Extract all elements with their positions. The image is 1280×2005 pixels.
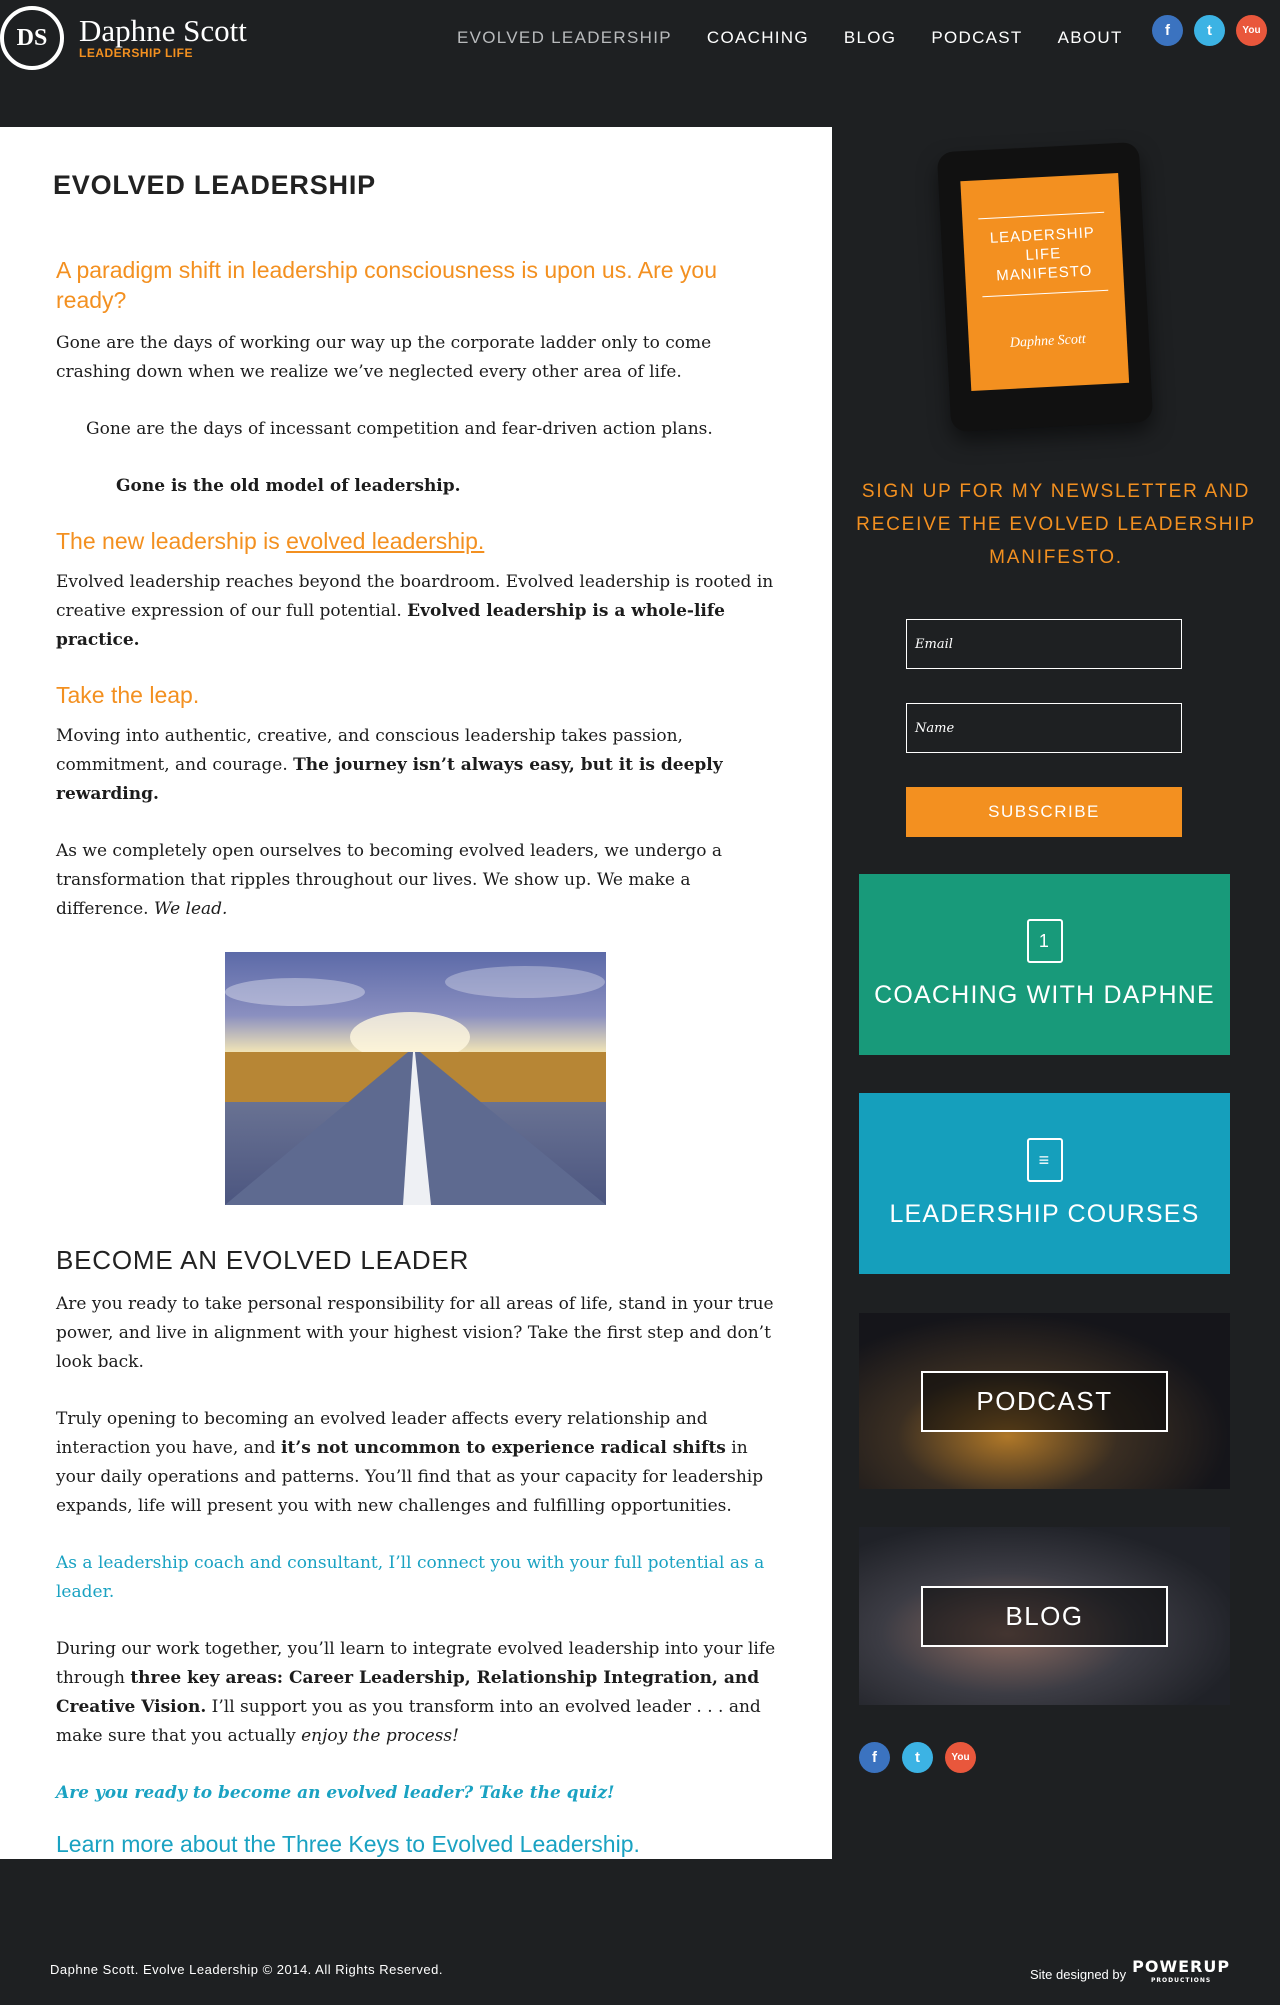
newsletter-heading: SIGN UP FOR MY NEWSLETTER AND RECEIVE THE EVOLVED LEADERSHIP MANIFESTO. xyxy=(856,481,1256,568)
nav-coaching[interactable]: COACHING xyxy=(706,28,809,47)
nav-podcast[interactable]: PODCAST xyxy=(931,28,1023,47)
calendar-icon: 1 xyxy=(1027,919,1063,963)
become-heading: BECOME AN EVOLVED LEADER xyxy=(56,1245,470,1275)
text: Evolved leadership reaches beyond the boardroom. Evolved leadership is rooted in creative expression of our full potential. xyxy=(56,572,774,621)
coaching-tile-label: COACHING WITH DAPHNE xyxy=(874,981,1215,1009)
powerup-sub: PRODUCTIONS xyxy=(1151,1977,1212,1984)
site-logo[interactable] xyxy=(0,6,247,70)
italic-text: enjoy the process! xyxy=(301,1726,459,1746)
quiz-link[interactable]: Are you ready to become an evolved leader? Take the quiz! xyxy=(56,1783,615,1803)
main-content xyxy=(0,127,832,1859)
nav-about[interactable]: ABOUT xyxy=(1057,28,1123,47)
manifesto-tablet-image xyxy=(937,142,1153,432)
paragraph xyxy=(56,568,780,655)
nav-evolved-leadership[interactable]: EVOLVED LEADERSHIP xyxy=(457,28,672,47)
road-image xyxy=(225,952,606,1205)
subscribe-button[interactable]: SUBSCRIBE xyxy=(906,787,1182,837)
article-body xyxy=(56,255,780,1859)
learn-more-link[interactable]: Learn more about the Three Keys to Evolved Leadership. xyxy=(56,1831,640,1857)
text: in your daily operations and patterns. You’ll find that as your capacity for leadership expands, life will present you with new challenges and fulfilling opportunities. xyxy=(56,1438,764,1516)
name-field[interactable]: Name xyxy=(906,703,1182,753)
blog-tile-label: BLOG xyxy=(921,1586,1168,1647)
bold-text: three key areas: Career Leadership, Relationship Integration, and Creative Vision. xyxy=(56,1668,760,1717)
page-title: EVOLVED LEADERSHIP xyxy=(53,170,376,200)
document-icon: ≡ xyxy=(1027,1138,1063,1182)
italic-text: We lead. xyxy=(153,899,228,919)
heading-text: The new leadership is xyxy=(56,528,287,554)
paragraph xyxy=(56,722,780,809)
intro-heading: A paradigm shift in leadership consciousness is upon us. Are you ready? xyxy=(56,257,717,313)
site-header xyxy=(0,0,1280,76)
coach-link[interactable]: As a leadership coach and consultant, I’ll connect you with your full potential as a leader. xyxy=(56,1553,765,1602)
header-social xyxy=(1152,15,1267,46)
youtube-icon[interactable]: You xyxy=(945,1742,976,1773)
leap-heading: Take the leap. xyxy=(56,682,200,708)
sidebar-social xyxy=(859,1742,976,1773)
paragraph: Are you ready to take personal responsibility for all areas of life, stand in your true power, and live in alignment with your highest vision? Take the first step and don’t look back. xyxy=(56,1294,774,1372)
paragraph xyxy=(56,1405,780,1521)
paragraph-bold: Gone is the old model of leadership. xyxy=(116,476,461,496)
youtube-icon[interactable]: You xyxy=(1236,15,1267,46)
tablet-title: LEADERSHIP LIFE MANIFESTO xyxy=(978,211,1108,296)
paragraph: Gone are the days of working our way up the corporate ladder only to come crashing down when we realize we’ve neglected every other area of life. xyxy=(56,333,712,382)
footer-copyright: Daphne Scott. Evolve Leadership © 2014. All Rights Reserved. xyxy=(50,1962,443,1977)
podcast-tile-label: PODCAST xyxy=(921,1371,1168,1432)
podcast-tile[interactable] xyxy=(859,1313,1230,1489)
road-illustration xyxy=(225,952,606,1205)
email-field[interactable]: Email xyxy=(906,619,1182,669)
powerup-name: POWERUP xyxy=(1132,1957,1231,1976)
blog-tile[interactable] xyxy=(859,1527,1230,1705)
new-leadership-heading xyxy=(56,526,780,556)
logo-name: Daphne Scott xyxy=(79,13,247,48)
text: Moving into authentic, creative, and conscious leadership takes passion, commitment, and courage. xyxy=(56,726,683,775)
tablet-screen xyxy=(960,173,1129,391)
bold-text: Evolved leadership is a whole-life practice. xyxy=(56,601,726,650)
twitter-icon[interactable]: t xyxy=(902,1742,933,1773)
logo-text xyxy=(79,13,247,60)
powerup-logo xyxy=(1132,1957,1231,1988)
facebook-icon[interactable]: f xyxy=(859,1742,890,1773)
courses-tile[interactable] xyxy=(859,1093,1230,1274)
bold-text: it’s not uncommon to experience radical shifts xyxy=(281,1438,726,1458)
text: During our work together, you’ll learn to integrate evolved leadership into your life through xyxy=(56,1639,776,1688)
paragraph: Gone are the days of incessant competition and fear-driven action plans. xyxy=(86,419,713,439)
footer-designer[interactable] xyxy=(1030,1957,1231,1988)
text: I’ll support you as you transform into an evolved leader . . . and make sure that you actually xyxy=(56,1697,761,1746)
paragraph xyxy=(56,837,780,924)
logo-tagline: LEADERSHIP LIFE xyxy=(79,46,193,60)
paragraph xyxy=(56,1635,780,1751)
bold-text: The journey isn’t always easy, but it is deeply rewarding. xyxy=(56,755,723,804)
tablet-author: Daphne Scott xyxy=(1009,331,1087,351)
designed-by-text: Site designed by xyxy=(1030,1966,1127,1982)
text: Truly opening to becoming an evolved leader affects every relationship and interaction you have, and xyxy=(56,1409,708,1458)
nav-blog[interactable]: BLOG xyxy=(843,28,897,47)
facebook-icon[interactable]: f xyxy=(1152,15,1183,46)
evolved-leadership-link[interactable]: evolved leadership. xyxy=(286,528,485,554)
coaching-tile[interactable] xyxy=(859,874,1230,1055)
twitter-icon[interactable]: t xyxy=(1194,15,1225,46)
main-nav xyxy=(457,28,1158,48)
logo-monogram: DS xyxy=(0,6,64,70)
text: As we completely open ourselves to becoming evolved leaders, we undergo a transformation that ripples throughout our lives. We show up. We make a difference. xyxy=(56,841,722,919)
courses-tile-label: LEADERSHIP COURSES xyxy=(889,1200,1200,1228)
